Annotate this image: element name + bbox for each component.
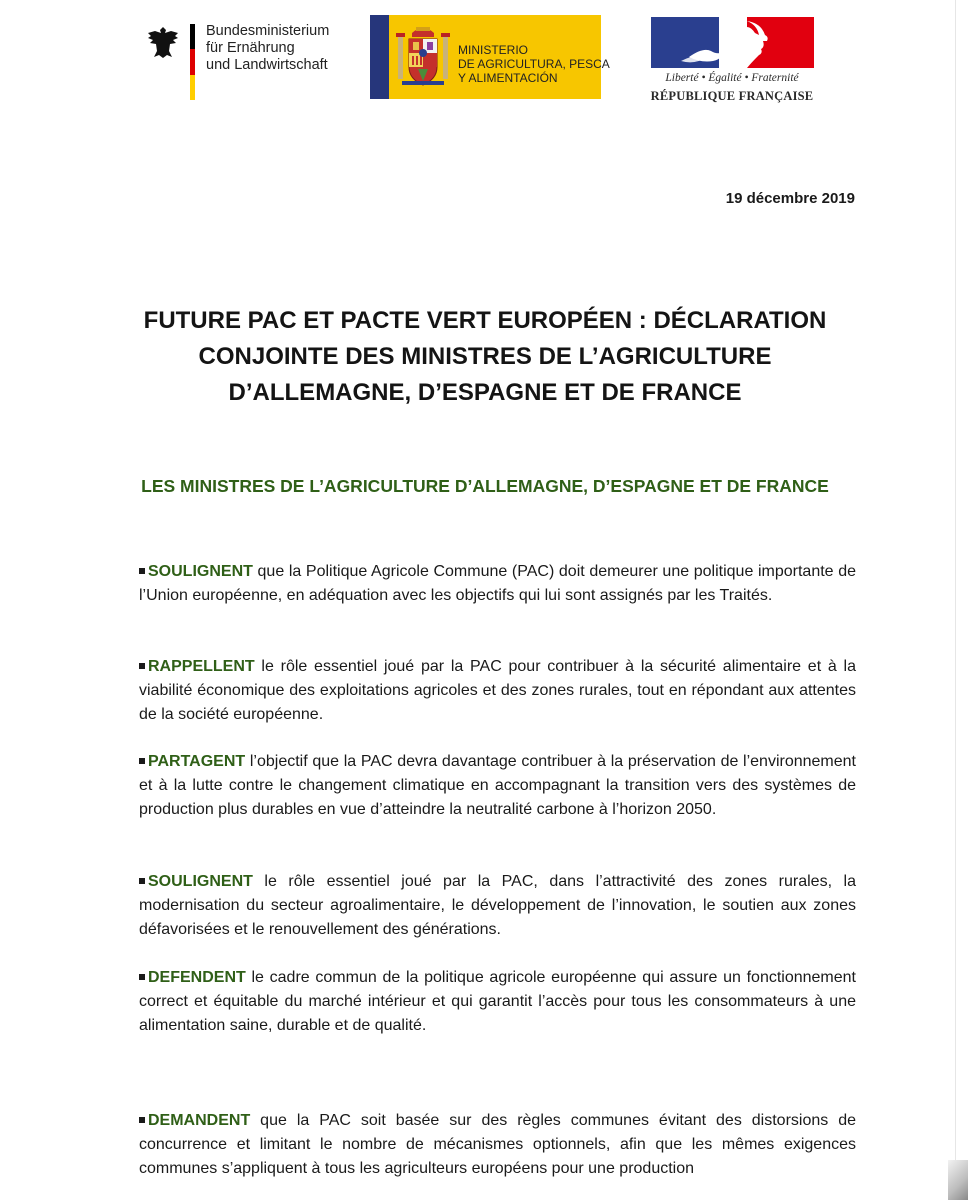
paragraph-verb: PARTAGENT — [148, 753, 246, 770]
paragraph-text: le cadre commun de la politique agricole européenne qui assure un fonctionnement correct et équitable du marché intérieur et qui garantit l’accès pour tous les consommateurs à une alimentation saine, durable et de qualité. — [139, 969, 856, 1034]
republique-francaise-label: RÉPUBLIQUE FRANÇAISE — [650, 89, 814, 103]
square-bullet-icon — [139, 878, 145, 884]
germany-ministry-logo — [145, 18, 345, 102]
flag-stripe-red — [190, 49, 195, 74]
document-date: 19 décembre 2019 — [725, 190, 855, 207]
paragraph-text: le rôle essentiel joué par la PAC pour contribuer à la sécurité alimentaire et à la viabilité économique des exploitations agricoles et des zones rurales, tout en répondant aux attentes de la société européenne. — [139, 658, 856, 723]
spain-ministry-line-2: DE AGRICULTURA, PESCA — [458, 57, 610, 71]
paragraph-verb: DEFENDENT — [148, 969, 246, 986]
germany-ministry-line-2: für Ernährung — [206, 40, 295, 56]
spain-ministry-logo — [370, 15, 610, 99]
paragraph-verb: DEMANDENT — [148, 1112, 251, 1129]
document-title — [100, 303, 870, 411]
spanish-coat-of-arms-icon — [396, 23, 450, 93]
declaration-paragraph — [139, 655, 856, 727]
flag-stripe-gold — [190, 75, 195, 100]
paragraph-verb: RAPPELLENT — [148, 658, 255, 675]
title-line-3: D’ALLEMAGNE, D’ESPAGNE ET DE FRANCE — [228, 379, 742, 406]
page-corner-shadow — [948, 1160, 968, 1200]
germany-ministry-line-3: und Landwirtschaft — [206, 57, 328, 73]
german-flag-bar — [190, 24, 195, 100]
france-republic-logo — [648, 17, 818, 109]
paragraph-text: que la PAC soit basée sur des règles communes évitant des distorsions de concurrence et limitant le nombre de mécanismes optionnels, afin que les mêmes exigences communes s’appliquent à tous les agriculteurs européens pour une production — [139, 1112, 856, 1177]
square-bullet-icon — [139, 1117, 145, 1123]
paragraph-text: le rôle essentiel joué par la PAC, dans l’attractivité des zones rurales, la modernisation du secteur agroalimentaire, le développement de l’innovation, le soutien aux zones défavorisées et le renouvellement des générations. — [139, 873, 856, 938]
paragraph-text: l’objectif que la PAC devra davantage contribuer à la préservation de l’environnement et à la lutte contre le changement climatique en accompagnant la transition vers des systèmes de production plus durables en vue d’atteindre la neutralité carbone à l’horizon 2050. — [139, 753, 856, 818]
marianne-icon — [651, 17, 814, 68]
paragraph-text: que la Politique Agricole Commune (PAC) doit demeurer une politique importante de l’Union européenne, en adéquation avec les objectifs qui lui sont assignés par les Traités. — [139, 563, 856, 604]
declaration-paragraph — [139, 1109, 856, 1181]
spain-ministry-name — [458, 43, 610, 85]
federal-eagle-icon — [145, 24, 181, 60]
paragraph-verb: SOULIGNENT — [148, 563, 253, 580]
paragraph-verb: SOULIGNENT — [148, 873, 253, 890]
spain-ministry-line-3: Y ALIMENTACIÓN — [458, 71, 558, 85]
square-bullet-icon — [139, 663, 145, 669]
french-motto: Liberté • Égalité • Fraternité — [665, 72, 799, 84]
spain-logo-stripe — [370, 15, 389, 99]
declaration-paragraph — [139, 966, 856, 1038]
square-bullet-icon — [139, 758, 145, 764]
square-bullet-icon — [139, 568, 145, 574]
document-subtitle: LES MINISTRES DE L’AGRICULTURE D’ALLEMAGNE, D’ESPAGNE ET DE FRANCE — [141, 476, 829, 496]
page-edge-divider — [955, 0, 956, 1200]
title-line-2: CONJOINTE DES MINISTRES DE L’AGRICULTURE — [198, 343, 772, 370]
germany-ministry-name — [206, 23, 329, 74]
flag-stripe-black — [190, 24, 195, 49]
square-bullet-icon — [139, 974, 145, 980]
declaration-paragraph — [139, 870, 856, 942]
declaration-paragraph — [139, 750, 856, 822]
declaration-paragraph — [139, 560, 856, 608]
germany-ministry-line-1: Bundesministerium — [206, 23, 330, 39]
spain-ministry-line-1: MINISTERIO — [458, 43, 529, 57]
title-line-1: FUTURE PAC ET PACTE VERT EUROPÉEN : DÉCLARATION — [143, 307, 827, 334]
